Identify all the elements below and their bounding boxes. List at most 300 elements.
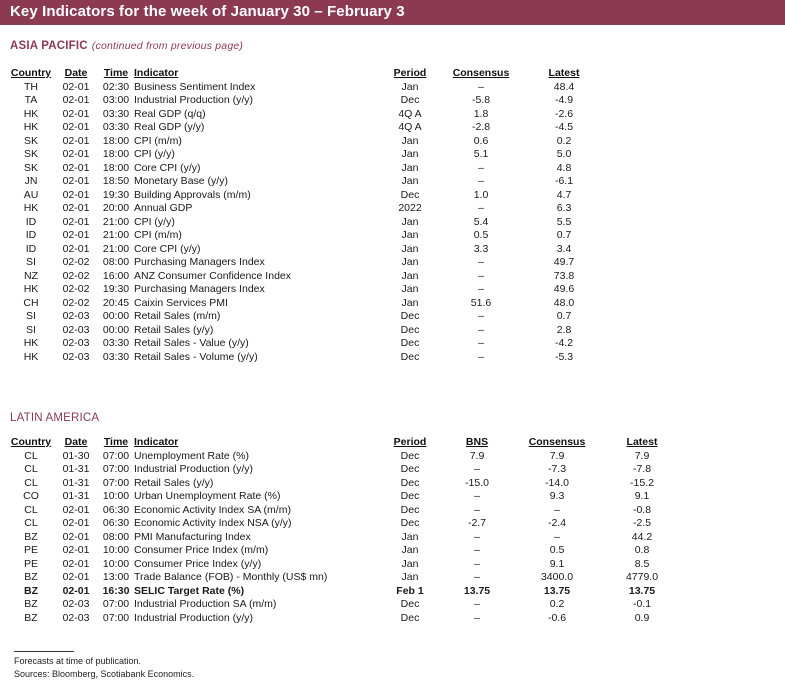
asia-table-row xyxy=(8,189,606,203)
latam-cell-bns: – xyxy=(474,503,480,516)
asia-cell-period: 4Q A xyxy=(398,107,422,120)
asia-cell-country: ID xyxy=(25,242,37,255)
latam-cell-bns: – xyxy=(474,571,480,583)
asia-cell-time: 20:00 xyxy=(102,202,130,214)
asia-cell-date: 02-02 xyxy=(62,296,90,309)
asia-table-row xyxy=(8,324,606,338)
latam-cell-period: Feb 1 xyxy=(396,584,424,597)
asia-table xyxy=(8,67,606,364)
asia-cell-latest: 3.4 xyxy=(556,242,572,255)
asia-cell-country: SK xyxy=(23,161,38,174)
latam-table-row xyxy=(8,517,684,531)
latam-cell-date: 01-31 xyxy=(62,463,90,475)
latam-cell-date: 02-01 xyxy=(62,571,90,583)
asia-cell-date: 02-01 xyxy=(62,202,90,214)
latam-cell-time: 10:00 xyxy=(102,490,130,502)
asia-col-period: Period xyxy=(393,67,427,79)
asia-table-row xyxy=(8,121,606,135)
asia-table-row xyxy=(8,81,606,95)
latam-cell-period: Dec xyxy=(400,517,420,529)
asia-cell-period: Jan xyxy=(401,148,419,160)
latam-cell-period: Jan xyxy=(401,544,419,556)
latam-cell-indicator: PMI Manufacturing Index xyxy=(134,530,251,543)
latam-cell-bns: – xyxy=(474,530,480,543)
latam-cell-time: 06:30 xyxy=(102,517,130,529)
asia-cell-period: Jan xyxy=(401,269,419,282)
latam-col-time: Time xyxy=(103,436,129,448)
latam-cell-latest: 0.8 xyxy=(634,544,650,556)
latam-table-row xyxy=(8,558,684,572)
asia-cell-consensus: – xyxy=(478,350,484,363)
asia-cell-date: 02-01 xyxy=(62,121,90,133)
asia-cell-indicator: Purchasing Managers Index xyxy=(134,283,265,295)
latam-cell-date: 02-01 xyxy=(62,530,90,543)
asia-cell-latest: 4.8 xyxy=(556,161,572,174)
asia-cell-consensus: 5.1 xyxy=(473,148,489,160)
asia-table-row xyxy=(8,162,606,176)
asia-table-row xyxy=(8,297,606,311)
latam-cell-consensus: 13.75 xyxy=(543,584,571,597)
asia-cell-consensus: – xyxy=(478,175,484,187)
asia-cell-date: 02-02 xyxy=(62,269,90,282)
asia-cell-indicator: Caixin Services PMI xyxy=(134,296,228,309)
asia-cell-country: SK xyxy=(23,134,38,147)
asia-cell-date: 02-03 xyxy=(62,350,90,363)
latam-cell-bns: – xyxy=(474,611,480,624)
asia-cell-indicator: ANZ Consumer Confidence Index xyxy=(134,269,291,282)
latam-cell-date: 01-30 xyxy=(62,449,90,462)
asia-cell-date: 02-01 xyxy=(62,94,90,106)
asia-cell-indicator: Retail Sales (m/m) xyxy=(134,310,221,322)
latam-col-period: Period xyxy=(393,436,427,448)
asia-cell-latest: 49.6 xyxy=(553,283,575,295)
asia-cell-country: NZ xyxy=(24,269,38,282)
asia-cell-period: 2022 xyxy=(398,202,422,214)
asia-cell-date: 02-02 xyxy=(62,256,90,268)
latam-cell-country: CL xyxy=(24,463,38,475)
asia-cell-date: 02-01 xyxy=(62,175,90,187)
asia-cell-consensus: -5.8 xyxy=(471,94,491,106)
latam-cell-consensus: -7.3 xyxy=(547,463,567,475)
asia-col-country: Country xyxy=(10,67,52,79)
latam-cell-time: 13:00 xyxy=(102,571,130,583)
latam-table-row xyxy=(8,490,684,504)
asia-table-row xyxy=(8,216,606,230)
asia-cell-date: 02-01 xyxy=(62,148,90,160)
asia-cell-country: HK xyxy=(23,121,39,133)
asia-table-row xyxy=(8,283,606,297)
asia-cell-consensus: – xyxy=(478,161,484,174)
asia-cell-country: HK xyxy=(23,283,39,295)
asia-cell-latest: -6.1 xyxy=(554,175,574,187)
asia-section-heading xyxy=(10,40,243,52)
latam-cell-latest: -2.5 xyxy=(632,517,652,529)
latam-col-bns: BNS xyxy=(465,436,489,448)
asia-cell-period: Jan xyxy=(401,161,419,174)
asia-cell-consensus: 51.6 xyxy=(470,296,492,309)
asia-cell-period: Jan xyxy=(401,80,419,93)
asia-cell-time: 00:00 xyxy=(102,310,130,322)
asia-cell-date: 02-01 xyxy=(62,215,90,228)
latam-cell-bns: -15.0 xyxy=(465,476,489,489)
latam-table xyxy=(8,436,684,625)
asia-table-row xyxy=(8,243,606,257)
latam-cell-time: 06:30 xyxy=(102,503,130,516)
asia-cell-time: 18:50 xyxy=(102,175,130,187)
asia-cell-country: TA xyxy=(24,94,38,106)
asia-cell-period: Dec xyxy=(400,188,420,201)
asia-cell-time: 21:00 xyxy=(102,215,130,228)
asia-cell-indicator: Monetary Base (y/y) xyxy=(134,175,228,187)
asia-cell-consensus: – xyxy=(478,310,484,322)
asia-cell-country: SI xyxy=(26,323,36,336)
latam-cell-country: CO xyxy=(23,490,39,502)
latam-cell-consensus: -14.0 xyxy=(545,476,569,489)
latam-col-date: Date xyxy=(64,436,88,448)
latam-table-row xyxy=(8,450,684,464)
latam-cell-period: Dec xyxy=(400,611,420,624)
latam-cell-date: 02-01 xyxy=(62,557,90,570)
latam-col-country: Country xyxy=(10,436,52,448)
asia-cell-consensus: -2.8 xyxy=(471,121,491,133)
asia-cell-country: JN xyxy=(24,175,38,187)
asia-cell-indicator: Real GDP (q/q) xyxy=(134,107,206,120)
asia-cell-time: 03:30 xyxy=(102,337,130,349)
latam-cell-time: 07:00 xyxy=(102,463,130,475)
latam-cell-country: CL xyxy=(24,517,38,529)
latam-cell-consensus: 7.9 xyxy=(549,449,565,462)
latam-cell-country: BZ xyxy=(24,584,38,597)
latam-cell-period: Jan xyxy=(401,557,419,570)
asia-table-row xyxy=(8,310,606,324)
asia-table-row xyxy=(8,94,606,108)
asia-cell-consensus: – xyxy=(478,256,484,268)
latam-cell-bns: – xyxy=(474,544,480,556)
latam-cell-time: 16:30 xyxy=(102,584,130,597)
asia-cell-time: 16:00 xyxy=(102,269,130,282)
latam-cell-latest: 44.2 xyxy=(631,530,653,543)
latam-cell-consensus: 9.1 xyxy=(549,557,565,570)
asia-cell-time: 19:30 xyxy=(102,188,130,201)
asia-table-row xyxy=(8,229,606,243)
asia-cell-period: Jan xyxy=(401,296,419,309)
latam-cell-bns: – xyxy=(474,490,480,502)
asia-cell-latest: 49.7 xyxy=(553,256,575,268)
latam-cell-date: 02-03 xyxy=(62,611,90,624)
asia-cell-latest: 5.5 xyxy=(556,215,572,228)
latam-cell-bns: 13.75 xyxy=(463,584,491,597)
latam-cell-latest: 9.1 xyxy=(634,490,650,502)
asia-cell-latest: -5.3 xyxy=(554,350,574,363)
latam-table-body xyxy=(8,450,684,626)
latam-col-latest: Latest xyxy=(626,436,658,448)
latam-cell-consensus: 0.5 xyxy=(549,544,565,556)
asia-cell-time: 03:30 xyxy=(102,121,130,133)
latam-col-consensus: Consensus xyxy=(528,436,586,448)
latam-cell-time: 07:00 xyxy=(102,449,130,462)
latam-cell-latest: 13.75 xyxy=(628,584,656,597)
asia-table-body xyxy=(8,81,606,365)
latam-table-row xyxy=(8,585,684,599)
latam-cell-latest: -0.8 xyxy=(632,503,652,516)
latam-table-row xyxy=(8,612,684,626)
asia-cell-country: SI xyxy=(26,256,36,268)
asia-cell-indicator: Annual GDP xyxy=(134,202,193,214)
asia-cell-date: 02-01 xyxy=(62,242,90,255)
latam-cell-indicator: Urban Unemployment Rate (%) xyxy=(134,490,281,502)
latam-cell-indicator: Unemployment Rate (%) xyxy=(134,449,249,462)
asia-cell-time: 00:00 xyxy=(102,323,130,336)
asia-cell-consensus: 0.5 xyxy=(473,229,489,241)
latam-cell-indicator: Industrial Production SA (m/m) xyxy=(134,598,277,610)
asia-cell-period: Dec xyxy=(400,350,420,363)
asia-cell-country: ID xyxy=(25,229,37,241)
asia-cell-country: HK xyxy=(23,350,39,363)
latam-table-row xyxy=(8,598,684,612)
asia-cell-consensus: – xyxy=(478,80,484,93)
asia-cell-country: ID xyxy=(25,215,37,228)
latam-cell-latest: 0.9 xyxy=(634,611,650,624)
latam-cell-latest: 7.9 xyxy=(634,449,650,462)
latam-cell-latest: -15.2 xyxy=(630,476,654,489)
latam-cell-country: PE xyxy=(23,557,38,570)
latam-cell-period: Jan xyxy=(401,571,419,583)
latam-table-row xyxy=(8,463,684,477)
asia-table-row xyxy=(8,108,606,122)
header-banner xyxy=(0,0,785,25)
latam-cell-country: BZ xyxy=(24,571,38,583)
asia-col-consensus: Consensus xyxy=(452,67,510,79)
latam-cell-date: 02-01 xyxy=(62,544,90,556)
asia-cell-date: 02-03 xyxy=(62,337,90,349)
asia-cell-latest: -4.9 xyxy=(554,94,574,106)
asia-cell-consensus: – xyxy=(478,269,484,282)
latam-cell-bns: 7.9 xyxy=(469,449,485,462)
latam-cell-time: 07:00 xyxy=(102,611,130,624)
footnote-divider xyxy=(14,651,74,652)
asia-table-row xyxy=(8,351,606,365)
asia-cell-latest: 0.7 xyxy=(556,229,572,241)
asia-cell-time: 19:30 xyxy=(102,283,130,295)
latam-cell-date: 02-01 xyxy=(62,584,90,597)
latam-cell-latest: 8.5 xyxy=(634,557,650,570)
latam-cell-date: 01-31 xyxy=(62,490,90,502)
asia-cell-latest: 0.7 xyxy=(556,310,572,322)
asia-cell-country: AU xyxy=(23,188,39,201)
asia-cell-period: Dec xyxy=(400,310,420,322)
asia-cell-date: 02-01 xyxy=(62,161,90,174)
latam-cell-date: 02-01 xyxy=(62,517,90,529)
asia-cell-consensus: – xyxy=(478,323,484,336)
latam-table-row xyxy=(8,477,684,491)
latam-cell-indicator: Consumer Price Index (m/m) xyxy=(134,544,269,556)
latam-cell-bns: -2.7 xyxy=(467,517,487,529)
asia-cell-period: Dec xyxy=(400,323,420,336)
latam-table-row xyxy=(8,571,684,585)
asia-header-row xyxy=(8,67,606,81)
asia-cell-indicator: Building Approvals (m/m) xyxy=(134,188,251,201)
asia-cell-date: 02-03 xyxy=(62,310,90,322)
asia-heading-label: ASIA PACIFIC xyxy=(10,40,88,52)
asia-cell-consensus: 1.0 xyxy=(473,188,489,201)
asia-cell-indicator: Industrial Production (y/y) xyxy=(134,94,254,106)
asia-cell-time: 02:30 xyxy=(102,80,130,93)
asia-cell-country: SK xyxy=(23,148,38,160)
asia-col-date: Date xyxy=(64,67,88,79)
asia-cell-period: Jan xyxy=(401,283,419,295)
asia-cell-date: 02-01 xyxy=(62,107,90,120)
asia-cell-date: 02-03 xyxy=(62,323,90,336)
latam-heading-label: LATIN AMERICA xyxy=(10,412,100,424)
asia-cell-consensus: – xyxy=(478,337,484,349)
latam-cell-time: 10:00 xyxy=(102,557,130,570)
latam-cell-bns: – xyxy=(474,557,480,570)
asia-table-row xyxy=(8,175,606,189)
asia-cell-period: Jan xyxy=(401,256,419,268)
latam-cell-consensus: -0.6 xyxy=(547,611,567,624)
latam-cell-latest: 4779.0 xyxy=(625,571,659,583)
latam-cell-indicator: Economic Activity Index NSA (y/y) xyxy=(134,517,292,529)
latam-cell-date: 01-31 xyxy=(62,476,90,489)
asia-cell-time: 03:30 xyxy=(102,350,130,363)
latam-cell-time: 10:00 xyxy=(102,544,130,556)
asia-cell-indicator: Purchasing Managers Index xyxy=(134,256,265,268)
latam-cell-period: Dec xyxy=(400,449,420,462)
latam-cell-indicator: Consumer Price Index (y/y) xyxy=(134,557,262,570)
latam-table-row xyxy=(8,504,684,518)
latam-cell-country: BZ xyxy=(24,530,38,543)
asia-cell-time: 18:00 xyxy=(102,148,130,160)
latam-cell-period: Dec xyxy=(400,476,420,489)
latam-cell-period: Dec xyxy=(400,490,420,502)
asia-cell-latest: -4.5 xyxy=(554,121,574,133)
asia-cell-time: 18:00 xyxy=(102,134,130,147)
asia-cell-period: Jan xyxy=(401,229,419,241)
asia-cell-date: 02-01 xyxy=(62,80,90,93)
asia-cell-period: Dec xyxy=(400,337,420,349)
asia-cell-latest: 2.8 xyxy=(556,323,572,336)
asia-cell-consensus: 5.4 xyxy=(473,215,489,228)
latam-cell-time: 07:00 xyxy=(102,598,130,610)
latam-cell-country: CL xyxy=(24,449,38,462)
asia-heading-note: (continued from previous page) xyxy=(91,40,244,52)
asia-cell-latest: 73.8 xyxy=(553,269,575,282)
latam-cell-latest: -0.1 xyxy=(632,598,652,610)
latam-cell-date: 02-01 xyxy=(62,503,90,516)
asia-cell-period: Jan xyxy=(401,134,419,147)
asia-cell-period: Dec xyxy=(400,94,420,106)
asia-cell-indicator: Core CPI (y/y) xyxy=(134,161,201,174)
asia-cell-country: CH xyxy=(23,296,39,309)
asia-cell-consensus: 0.6 xyxy=(473,134,489,147)
latam-cell-indicator: Trade Balance (FOB) - Monthly (US$ mn) xyxy=(134,571,328,583)
asia-col-latest: Latest xyxy=(548,67,580,79)
latam-cell-period: Dec xyxy=(400,463,420,475)
latam-header-row xyxy=(8,436,684,450)
latam-cell-consensus: 3400.0 xyxy=(540,571,574,583)
asia-cell-indicator: Retail Sales (y/y) xyxy=(134,323,214,336)
asia-cell-country: SI xyxy=(26,310,36,322)
latam-cell-country: BZ xyxy=(24,611,38,624)
asia-cell-indicator: Real GDP (y/y) xyxy=(134,121,205,133)
latam-cell-indicator: Retail Sales (y/y) xyxy=(134,476,214,489)
asia-cell-date: 02-01 xyxy=(62,134,90,147)
asia-table-row xyxy=(8,256,606,270)
asia-cell-latest: 5.0 xyxy=(556,148,572,160)
asia-cell-indicator: Business Sentiment Index xyxy=(134,80,256,93)
latam-section-heading xyxy=(10,412,99,424)
asia-cell-indicator: Retail Sales - Value (y/y) xyxy=(134,337,249,349)
latam-cell-indicator: Industrial Production (y/y) xyxy=(134,463,254,475)
asia-cell-latest: -2.6 xyxy=(554,107,574,120)
asia-cell-country: HK xyxy=(23,337,39,349)
latam-cell-country: PE xyxy=(23,544,38,556)
latam-cell-bns: – xyxy=(474,463,480,475)
latam-col-indicator: Indicator xyxy=(134,436,179,448)
asia-cell-period: Jan xyxy=(401,242,419,255)
asia-col-indicator: Indicator xyxy=(134,67,179,79)
page-title: Key Indicators for the week of January 30 – February 3 xyxy=(10,3,405,20)
asia-cell-latest: 48.4 xyxy=(553,80,575,93)
latam-cell-indicator: Economic Activity Index SA (m/m) xyxy=(134,503,291,516)
asia-table-row xyxy=(8,270,606,284)
asia-cell-date: 02-02 xyxy=(62,283,90,295)
asia-cell-latest: 0.2 xyxy=(556,134,572,147)
latam-cell-period: Jan xyxy=(401,530,419,543)
asia-cell-time: 20:45 xyxy=(102,296,130,309)
latam-cell-country: CL xyxy=(24,503,38,516)
asia-cell-country: TH xyxy=(24,80,38,93)
asia-cell-country: HK xyxy=(23,202,39,214)
latam-cell-consensus: 9.3 xyxy=(549,490,565,502)
asia-cell-time: 03:30 xyxy=(102,107,130,120)
asia-cell-time: 08:00 xyxy=(102,256,130,268)
asia-cell-consensus: 3.3 xyxy=(473,242,489,255)
asia-cell-time: 21:00 xyxy=(102,242,130,255)
asia-cell-consensus: – xyxy=(478,283,484,295)
asia-cell-time: 18:00 xyxy=(102,161,130,174)
asia-cell-indicator: CPI (m/m) xyxy=(134,229,182,241)
latam-cell-period: Dec xyxy=(400,503,420,516)
asia-cell-indicator: CPI (m/m) xyxy=(134,134,182,147)
asia-table-row xyxy=(8,337,606,351)
latam-cell-period: Dec xyxy=(400,598,420,610)
asia-cell-period: Jan xyxy=(401,175,419,187)
latam-cell-time: 08:00 xyxy=(102,530,130,543)
latam-cell-indicator: SELIC Target Rate (%) xyxy=(134,584,245,597)
asia-table-row xyxy=(8,148,606,162)
latam-cell-bns: – xyxy=(474,598,480,610)
footnote-forecasts: Forecasts at time of publication. xyxy=(14,656,142,666)
asia-cell-latest: -4.2 xyxy=(554,337,574,349)
asia-cell-consensus: – xyxy=(478,202,484,214)
asia-cell-consensus: 1.8 xyxy=(473,107,489,120)
asia-cell-indicator: CPI (y/y) xyxy=(134,215,175,228)
asia-col-time: Time xyxy=(103,67,129,79)
asia-cell-date: 02-01 xyxy=(62,229,90,241)
asia-cell-time: 21:00 xyxy=(102,229,130,241)
asia-table-row xyxy=(8,202,606,216)
asia-table-row xyxy=(8,135,606,149)
asia-cell-latest: 48.0 xyxy=(553,296,575,309)
asia-cell-latest: 6.3 xyxy=(556,202,572,214)
latam-table-row xyxy=(8,531,684,545)
latam-cell-consensus: – xyxy=(554,530,560,543)
asia-cell-latest: 4.7 xyxy=(556,188,572,201)
footnote-sources: Sources: Bloomberg, Scotiabank Economics. xyxy=(14,669,195,679)
latam-cell-date: 02-03 xyxy=(62,598,90,610)
latam-cell-consensus: -2.4 xyxy=(547,517,567,529)
